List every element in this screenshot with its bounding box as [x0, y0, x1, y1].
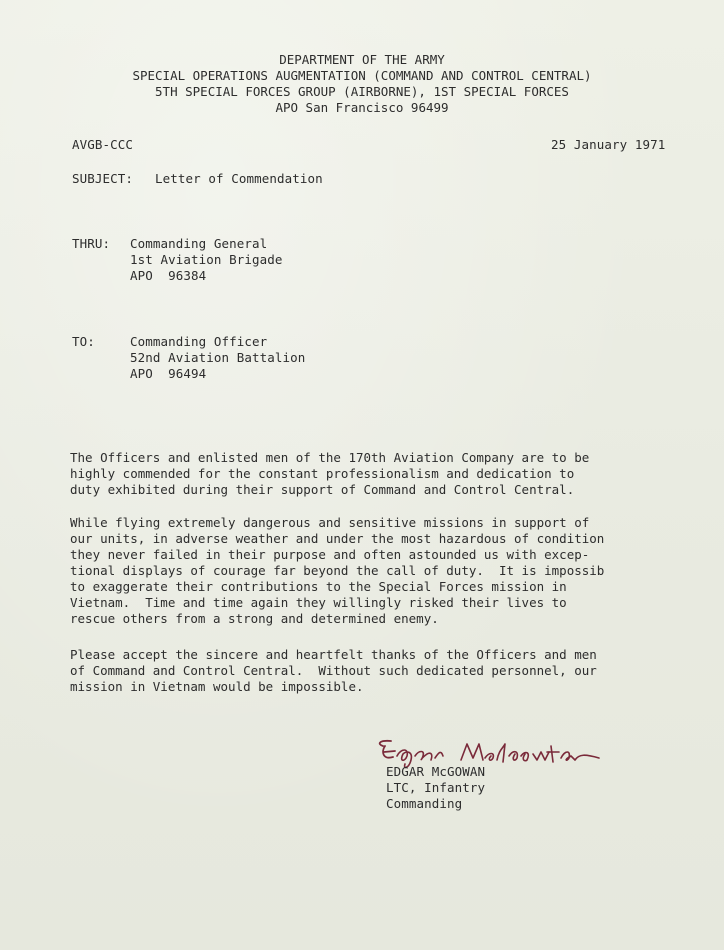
paragraph-2-line: rescue others from a strong and determined enemy. — [70, 611, 439, 626]
paragraph-3-line: of Command and Control Central. Without such dedicated personnel, our — [70, 663, 597, 678]
paragraph-2-line: While flying extremely dangerous and sensitive missions in support of — [70, 515, 590, 530]
header-group: 5TH SPECIAL FORCES GROUP (AIRBORNE), 1ST SPECIAL FORCES — [155, 84, 569, 99]
thru-line: Commanding General — [130, 236, 268, 251]
signer-name: EDGAR McGOWAN — [386, 764, 486, 779]
paragraph-2-line: our units, in adverse weather and under the most hazardous of condition — [70, 531, 605, 546]
header-unit: SPECIAL OPERATIONS AUGMENTATION (COMMAND AND CONTROL CENTRAL) — [132, 68, 592, 83]
paragraph-2-line: Vietnam. Time and time again they willingly risked their lives to — [70, 595, 567, 610]
paragraph-1-line: highly commended for the constant professionalism and dedication to — [70, 466, 575, 481]
letter-date: 25 January 1971 — [551, 137, 666, 152]
to-line: Commanding Officer — [130, 334, 268, 349]
paragraph-1-line: The Officers and enlisted men of the 170th Aviation Company are to be — [70, 450, 590, 465]
thru-label: THRU: — [72, 236, 111, 251]
paragraph-1-line: duty exhibited during their support of Command and Control Central. — [70, 482, 575, 497]
thru-line: 1st Aviation Brigade — [130, 252, 283, 267]
thru-line: APO 96384 — [130, 268, 207, 283]
signer-title: Commanding — [386, 796, 463, 811]
header-address: APO San Francisco 96499 — [275, 100, 449, 115]
paragraph-2-line: to exaggerate their contributions to the Special Forces mission in — [70, 579, 567, 594]
subject-text: Letter of Commendation — [155, 171, 323, 186]
paragraph-2-line: they never failed in their purpose and often astounded us with excep- — [70, 547, 590, 562]
to-label: TO: — [72, 334, 95, 349]
header-department: DEPARTMENT OF THE ARMY — [279, 52, 445, 67]
subject-label: SUBJECT: — [72, 171, 134, 186]
paragraph-3-line: Please accept the sincere and heartfelt thanks of the Officers and men — [70, 647, 597, 662]
signer-rank: LTC, Infantry — [386, 780, 486, 795]
to-line: 52nd Aviation Battalion — [130, 350, 306, 365]
paragraph-3-line: mission in Vietnam would be impossible. — [70, 679, 364, 694]
paragraph-2-line: tional displays of courage far beyond the call of duty. It is impossib — [70, 563, 605, 578]
office-symbol: AVGB-CCC — [72, 137, 134, 152]
to-line: APO 96494 — [130, 366, 207, 381]
